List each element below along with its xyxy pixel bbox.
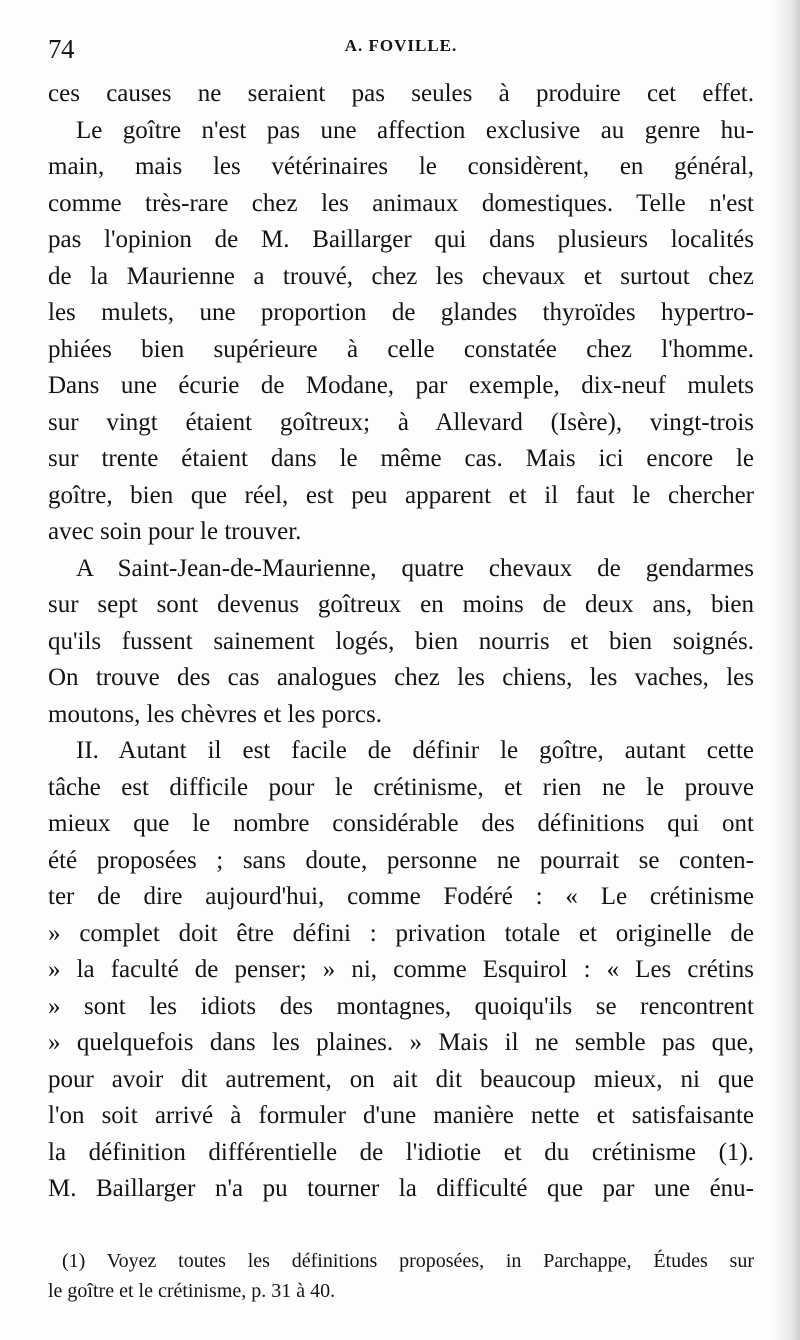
text-line: moutons, les chèvres et les porcs. bbox=[48, 700, 382, 728]
page-header bbox=[48, 34, 754, 70]
text-line: sur sept sont devenus goîtreux en moins de deux ans, bien bbox=[48, 591, 754, 618]
text-line: ces causes ne seraient pas seules à produire cet effet. bbox=[48, 80, 754, 107]
text-line: » complet doit être défini : privation totale et originelle de bbox=[48, 919, 754, 947]
page-number: 74 bbox=[48, 34, 74, 64]
text-line: sur vingt étaient goîtreux; à Allevard (Isère), vingt-trois bbox=[48, 408, 754, 436]
text-line: phiées bien supérieure à celle constatée chez l'homme. bbox=[48, 335, 754, 363]
text-line: de la Maurienne a trouvé, chez les chevaux et surtout chez bbox=[48, 262, 754, 290]
text-line: A Saint-Jean-de-Maurienne, quatre chevaux de gendarmes bbox=[76, 554, 754, 582]
text-line: Le goître n'est pas une affection exclusive au genre hu- bbox=[76, 116, 754, 144]
text-line: » la faculté de penser; » ni, comme Esquirol : « Les crétins bbox=[48, 956, 754, 983]
text-line: avec soin pour le trouver. bbox=[48, 518, 302, 545]
text-line: sur trente étaient dans le même cas. Mais ici encore le bbox=[48, 445, 754, 472]
text-line: pour avoir dit autrement, on ait dit beaucoup mieux, ni que bbox=[48, 1065, 754, 1093]
footnote-line: le goître et le crétinisme, p. 31 à 40. bbox=[48, 1280, 336, 1302]
page-edge-shadow bbox=[770, 0, 800, 1340]
text-line: les mulets, une proportion de glandes thyroïdes hypertro- bbox=[48, 299, 754, 326]
text-line: main, mais les vétérinaires le considèrent, en général, bbox=[48, 153, 754, 180]
running-head: A. FOVILLE. bbox=[344, 36, 458, 55]
text-line: » quelquefois dans les plaines. » Mais il ne semble pas que, bbox=[48, 1029, 754, 1056]
text-line: été proposées ; sans doute, personne ne pourrait se conten- bbox=[48, 846, 754, 874]
text-line: ter de dire aujourd'hui, comme Fodéré : « Le crétinisme bbox=[48, 883, 754, 910]
text-line: mieux que le nombre considérable des définitions qui ont bbox=[48, 810, 754, 837]
footnotes bbox=[48, 1246, 754, 1306]
text-line: » sont les idiots des montagnes, quoiqu'ils se rencontrent bbox=[48, 992, 754, 1020]
text-line: goître, bien que réel, est peu apparent et il faut le chercher bbox=[48, 481, 754, 509]
text-line: Dans une écurie de Modane, par exemple, dix-neuf mulets bbox=[48, 372, 754, 399]
text-line: comme très-rare chez les animaux domestiques. Telle n'est bbox=[48, 189, 754, 217]
footnote-line: (1) Voyez toutes les définitions proposées, in Parchappe, Études sur bbox=[62, 1250, 754, 1272]
text-line: II. Autant il est facile de définir le goître, autant cette bbox=[76, 737, 754, 764]
text-line: M. Baillarger n'a pu tourner la difficulté que par une énu- bbox=[48, 1175, 754, 1202]
text-line: l'on soit arrivé à formuler d'une manière nette et satisfaisante bbox=[48, 1102, 754, 1129]
text-line: la définition différentielle de l'idiotie et du crétinisme (1). bbox=[48, 1138, 754, 1166]
text-line: On trouve des cas analogues chez les chiens, les vaches, les bbox=[48, 664, 754, 691]
text-line: tâche est difficile pour le crétinisme, et rien ne le prouve bbox=[48, 773, 754, 801]
text-line: qu'ils fussent sainement logés, bien nourris et bien soignés. bbox=[48, 627, 754, 655]
body-text bbox=[48, 76, 754, 1208]
text-line: pas l'opinion de M. Baillarger qui dans plusieurs localités bbox=[48, 226, 754, 253]
